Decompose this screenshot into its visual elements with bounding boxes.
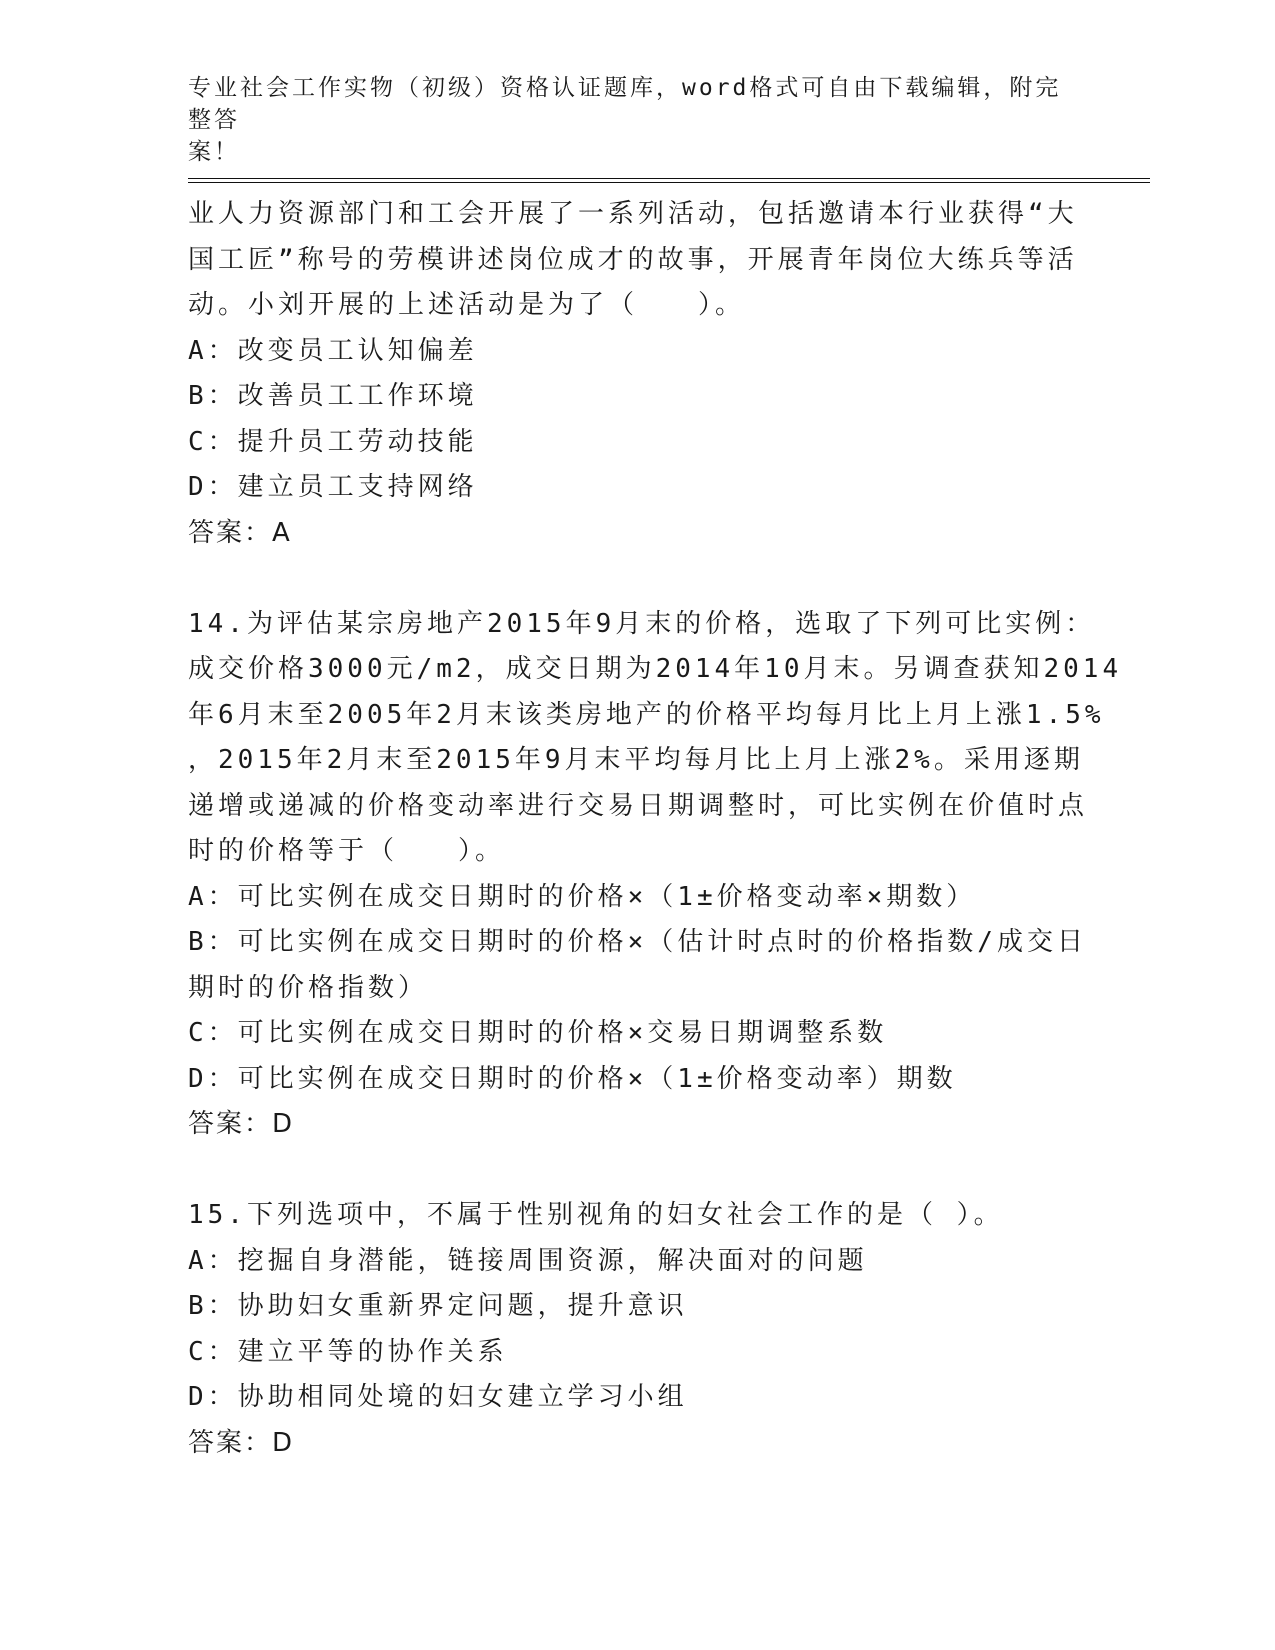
question-stem-line: ，2015年2月末至2015年9月末平均每月比上月上涨2%。采用逐期 [188, 745, 1084, 775]
option-d: D：协助相同处境的妇女建立学习小组 [188, 1382, 688, 1412]
option-b-continued: 期时的价格指数） [188, 972, 429, 1003]
answer-line: 答案：D [188, 1109, 295, 1139]
option-d: D：建立员工支持网络 [188, 472, 478, 502]
question-stem-line: 时的价格等于（ ）。 [188, 836, 506, 866]
question-stem-line: 业人力资源部门和工会开展了一系列活动，包括邀请本行业获得“大 [188, 199, 1078, 229]
option-c: C：可比实例在成交日期时的价格×交易日期调整系数 [188, 1018, 888, 1048]
document-header [188, 72, 1068, 168]
option-d: D：可比实例在成交日期时的价格×（1±价格变动率）期数 [188, 1063, 957, 1094]
header-divider [188, 178, 1150, 183]
answer-line: 答案：A [188, 517, 292, 548]
option-b: B：改善员工工作环境 [188, 381, 478, 411]
question-15 [188, 1193, 1088, 1466]
header-line-1: 专业社会工作实物（初级）资格认证题库，word格式可自由下载编辑，附完整答 [188, 75, 1062, 133]
question-stem-line: 成交价格3000元/m2，成交日期为2014年10月末。另调查获知2014 [188, 654, 1123, 684]
spacer [188, 1148, 1088, 1194]
question-stem-line: 年6月末至2005年2月末该类房地产的价格平均每月比上月上涨1.5% [188, 699, 1105, 730]
spacer [188, 556, 1088, 602]
question-stem-line: 递增或递减的价格变动率进行交易日期调整时，可比实例在价值时点 [188, 790, 1089, 821]
option-c: C：建立平等的协作关系 [188, 1336, 508, 1367]
header-line-2: 案！ [188, 139, 240, 165]
question-list [188, 192, 1123, 1466]
option-a: A：改变员工认知偏差 [188, 335, 478, 366]
question-13 [188, 192, 1088, 556]
question-14 [188, 602, 1123, 1148]
option-b: B：协助妇女重新界定问题，提升意识 [188, 1291, 688, 1321]
answer-line: 答案：D [188, 1427, 295, 1458]
question-stem-line: 15.下列选项中，不属于性别视角的妇女社会工作的是（ ）。 [188, 1200, 1004, 1230]
question-stem-line: 动。小刘开展的上述活动是为了（ ）。 [188, 290, 746, 320]
question-stem-line: 14.为评估某宗房地产2015年9月末的价格，选取了下列可比实例： [188, 608, 1096, 639]
option-a: A：可比实例在成交日期时的价格×（1±价格变动率×期数） [188, 881, 977, 912]
option-a: A：挖掘自身潜能，链接周围资源，解决面对的问题 [188, 1245, 868, 1276]
question-stem-line: 国工匠”称号的劳模讲述岗位成才的故事，开展青年岗位大练兵等活 [188, 244, 1078, 275]
option-c: C：提升员工劳动技能 [188, 426, 478, 457]
option-b: B：可比实例在成交日期时的价格×（估计时点时的价格指数/成交日 [188, 927, 1087, 957]
